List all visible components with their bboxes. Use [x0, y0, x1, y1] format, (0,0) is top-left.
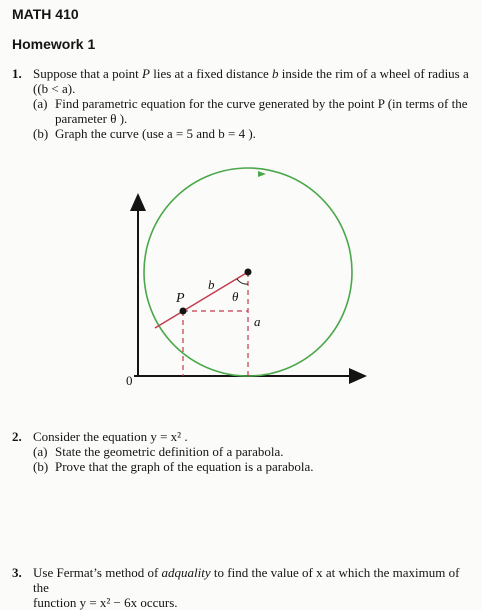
- center-point: [245, 269, 252, 276]
- text: Suppose that a point: [33, 66, 143, 81]
- label-theta: θ: [232, 289, 239, 304]
- problem-1-line-2: ((b < a).: [33, 81, 76, 96]
- problem-number: 3.: [12, 565, 22, 580]
- point-p: [180, 308, 187, 315]
- part-label: (a): [33, 96, 48, 111]
- problem-2-part-b: [33, 459, 478, 474]
- part-text: Prove that the graph of the equation is a parabola.: [55, 459, 314, 474]
- label-a: a: [254, 314, 261, 329]
- text: lies at a fixed distance: [150, 66, 273, 81]
- part-text: Find parametric equation for the curve generated by the point P (in terms of the: [55, 96, 468, 111]
- rotation-arrow-icon: [258, 171, 266, 177]
- homework-title: Homework 1: [12, 36, 96, 52]
- problem-3-line-1: [33, 565, 478, 595]
- part-text: Graph the curve (use a = 5 and b = 4 ).: [55, 126, 256, 141]
- var-p: P: [142, 66, 150, 81]
- label-origin: 0: [126, 373, 133, 388]
- text: inside the rim of a wheel of radius a: [278, 66, 469, 81]
- label-b: b: [208, 277, 215, 292]
- part-label: (a): [33, 444, 48, 459]
- text: Use Fermat’s method of: [33, 565, 162, 580]
- problem-3-line-2: function y = x² − 6x occurs.: [33, 595, 178, 610]
- problem-number: 2.: [12, 429, 22, 444]
- problem-1-part-a-cont: parameter θ ).: [55, 111, 128, 126]
- problem-2-stem: Consider the equation y = x² .: [33, 429, 188, 444]
- problem-2-part-a: [33, 444, 478, 459]
- emphasis: adquality: [161, 565, 211, 580]
- course-title: MATH 410: [12, 6, 79, 22]
- problem-2: [12, 429, 478, 474]
- problem-number: 1.: [12, 66, 22, 81]
- problem-3: [12, 565, 478, 610]
- label-p: P: [176, 291, 185, 306]
- part-label: (b): [33, 459, 49, 474]
- var-b: b: [272, 66, 279, 81]
- part-label: (b): [33, 126, 49, 141]
- text: to find the value of x at which the maximum of the: [33, 565, 460, 595]
- theta-arc: [237, 279, 248, 284]
- part-text: State the geometric definition of a parabola.: [55, 444, 284, 459]
